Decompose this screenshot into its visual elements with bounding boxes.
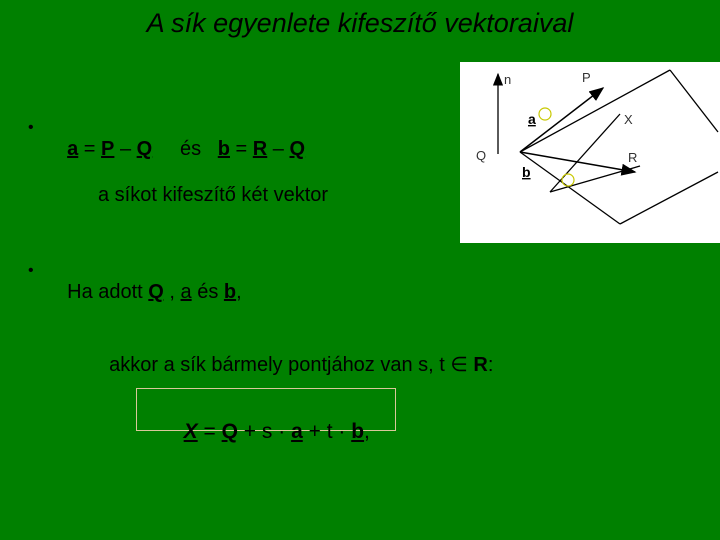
label-a: a bbox=[528, 111, 536, 127]
line-vector-definitions bbox=[56, 115, 305, 161]
plane-diagram bbox=[460, 62, 720, 243]
comma: , bbox=[163, 281, 181, 303]
label-n: n bbox=[504, 72, 512, 87]
point-Q: Q bbox=[289, 138, 306, 160]
vector-b: b bbox=[351, 420, 365, 443]
vector-a: a bbox=[291, 420, 303, 443]
angle-marker-a bbox=[539, 108, 551, 120]
colon: : bbox=[487, 354, 494, 376]
given-text: Ha adott bbox=[67, 281, 149, 303]
minus-sign: – bbox=[267, 138, 290, 160]
equals-sign: = bbox=[78, 138, 102, 160]
label-P: P bbox=[582, 70, 591, 85]
real-numbers-symbol: R bbox=[467, 354, 488, 376]
plane-edge-top bbox=[520, 70, 670, 152]
comma: , bbox=[364, 420, 370, 443]
plane-equation bbox=[172, 396, 370, 444]
plane-edge-right bbox=[670, 70, 718, 132]
point-x-line-2 bbox=[550, 166, 640, 192]
point-X: X bbox=[183, 420, 198, 443]
plane-edge-left bbox=[520, 152, 620, 224]
plane-edge-bottom bbox=[620, 172, 718, 224]
vector-a: a bbox=[67, 138, 79, 160]
line-spanning-vectors: a síkot kifeszítő két vektor bbox=[98, 184, 329, 206]
plus-s-term: + s · bbox=[237, 420, 292, 443]
line-given bbox=[56, 258, 242, 304]
exists-text: akkor a sík bármely pontjához van s, t bbox=[109, 354, 451, 376]
vector-b: b bbox=[217, 138, 230, 160]
comma: , bbox=[236, 281, 242, 303]
bullet-1: • bbox=[28, 119, 34, 136]
point-P: P bbox=[101, 138, 115, 160]
minus-sign: – bbox=[114, 138, 137, 160]
conjunction-es: és bbox=[152, 138, 218, 160]
point-Q: Q bbox=[136, 138, 153, 160]
page-title: A sík egyenlete kifeszítő vektoraival bbox=[146, 8, 574, 38]
point-Q: Q bbox=[148, 281, 164, 303]
label-Q: Q bbox=[476, 148, 487, 163]
label-X: X bbox=[624, 112, 633, 127]
label-R: R bbox=[628, 150, 638, 165]
point-x-line bbox=[550, 114, 620, 192]
point-R: R bbox=[252, 138, 268, 160]
line-exists-st bbox=[98, 329, 493, 377]
bullet-2: • bbox=[28, 262, 34, 279]
plus-t-term: + t · bbox=[302, 420, 352, 443]
equals-sign: = bbox=[230, 138, 253, 160]
conjunction-es: és bbox=[191, 281, 224, 303]
vector-a: a bbox=[180, 281, 192, 303]
element-of-symbol: ∈ bbox=[450, 354, 468, 376]
vector-b: b bbox=[223, 281, 237, 303]
label-b: b bbox=[522, 164, 531, 180]
point-Q: Q bbox=[221, 420, 238, 443]
angle-marker-b bbox=[562, 174, 574, 186]
equals-sign: = bbox=[197, 420, 222, 443]
